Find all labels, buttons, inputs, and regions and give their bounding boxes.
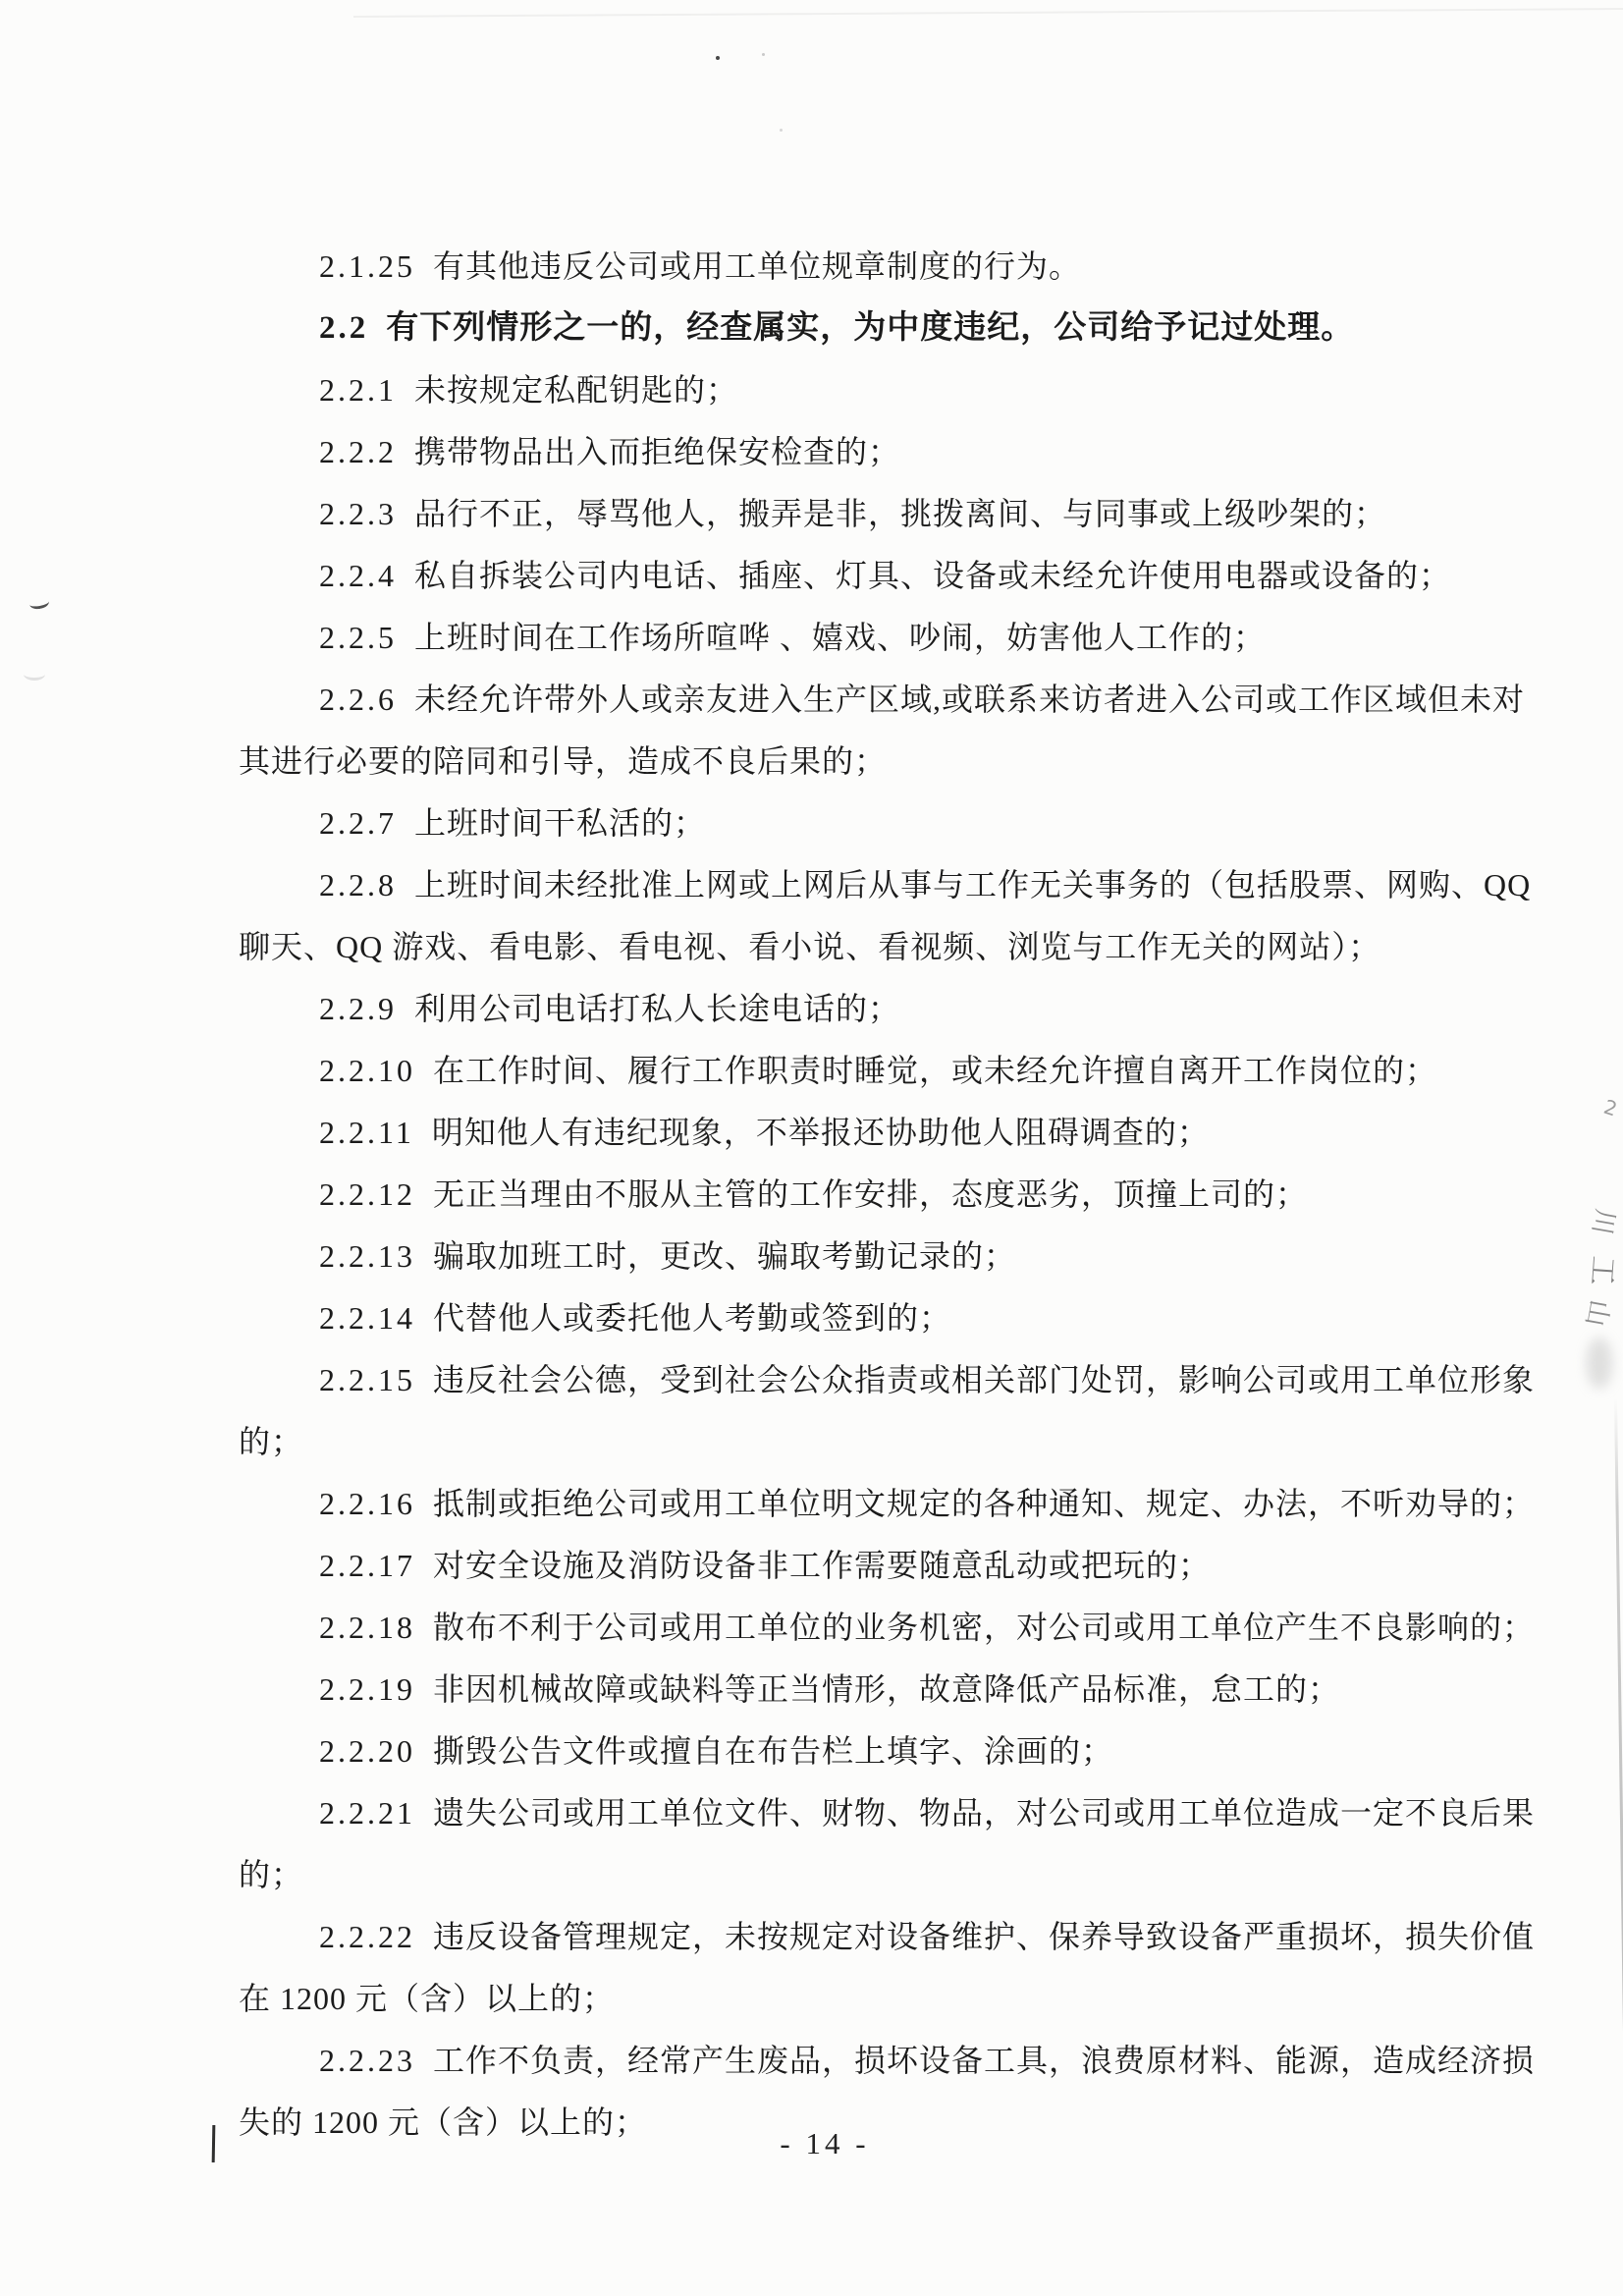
- clause-number: 2.2.21: [319, 1795, 415, 1831]
- clause-line: [239, 1659, 1574, 1721]
- clause-line: [239, 1844, 1574, 1906]
- clause-line: [239, 854, 1574, 916]
- page-number: - 14 -: [780, 2126, 870, 2160]
- clause-text: 的；: [239, 1857, 304, 1892]
- clause-text: 的；: [239, 1424, 304, 1459]
- clause-line: [239, 1349, 1574, 1411]
- clause-line: [239, 2092, 1574, 2154]
- clause-2-2-11: [239, 1102, 1574, 1164]
- clause-number: 2.2.2: [319, 434, 397, 469]
- clause-text: 其进行必要的陪同和引导，造成不良后果的；: [239, 743, 888, 779]
- clause-number: 2.2.23: [319, 2043, 415, 2078]
- clause-line: [239, 236, 1574, 298]
- clause-text: 上班时间在工作场所喧哗 、嬉戏、吵闹，妨害他人工作的；: [414, 620, 1267, 655]
- clause-2-2-9: [239, 978, 1574, 1040]
- clause-text: 非因机械故障或缺料等正当情形，故意降低产品标准，怠工的；: [433, 1671, 1341, 1707]
- clause-text: 遗失公司或用工单位文件、财物、物品，对公司或用工单位造成一定不良后果: [433, 1795, 1536, 1831]
- clause-2-2-18: [239, 1597, 1574, 1659]
- ink-squiggle-faint: [24, 668, 45, 681]
- ink-speck: [780, 129, 783, 132]
- clause-2-2-13: [239, 1226, 1574, 1287]
- clause-text: 品行不正，辱骂他人，搬弄是非，挑拨离间、与同事或上级吵架的；: [414, 496, 1387, 531]
- clause-text: 携带物品出入而拒绝保安检查的；: [414, 434, 901, 469]
- clause-2-2-22: [239, 1906, 1574, 2030]
- clause-line: [239, 1411, 1574, 1473]
- clause-line: [239, 1535, 1574, 1597]
- clause-text: 散布不利于公司或用工单位的业务机密，对公司或用工单位产生不良影响的；: [433, 1610, 1536, 1645]
- clause-text: 代替他人或委托他人考勤或签到的；: [433, 1300, 952, 1336]
- handwriting-mark: 山: [1579, 1296, 1615, 1329]
- clause-text: 失的 1200 元（含）以上的；: [239, 2105, 648, 2140]
- clause-2-2-3: [239, 483, 1574, 545]
- clause-line: [239, 731, 1574, 793]
- clause-number: 2.2.6: [319, 682, 397, 717]
- clause-2-2-7: [239, 793, 1574, 854]
- clause-2-2-6: [239, 669, 1574, 793]
- clause-number: 2.2.9: [319, 991, 397, 1026]
- clause-text: 利用公司电话打私人长途电话的；: [414, 991, 901, 1026]
- clause-2-2-16: [239, 1473, 1574, 1535]
- clause-2-2-4: [239, 545, 1574, 607]
- clause-2-2-12: [239, 1164, 1574, 1226]
- clause-line: [239, 1164, 1574, 1226]
- clause-text: 未按规定私配钥匙的；: [414, 372, 739, 408]
- clause-text: 有下列情形之一的，经查属实，为中度违纪，公司给予记过处理。: [386, 310, 1355, 346]
- clause-2-2: [239, 298, 1574, 359]
- clause-line: [239, 607, 1574, 669]
- clause-2-2-14: [239, 1287, 1574, 1349]
- clause-2-2-17: [239, 1535, 1574, 1597]
- clause-2-2-8: [239, 854, 1574, 978]
- clause-text: 对安全设施及消防设备非工作需要随意乱动或把玩的；: [433, 1548, 1212, 1583]
- clause-line: [239, 483, 1574, 545]
- clause-line: [239, 1102, 1574, 1164]
- clause-line: [239, 1721, 1574, 1782]
- clause-text: 违反社会公德，受到社会公众指责或相关部门处罚，影响公司或用工单位形象: [433, 1362, 1536, 1397]
- clause-number: 2.2.16: [319, 1486, 415, 1521]
- clause-text: 在工作时间、履行工作职责时睡觉，或未经允许擅自离开工作岗位的；: [433, 1053, 1438, 1088]
- clause-number: 2.2.18: [319, 1610, 415, 1645]
- clause-text: 撕毁公告文件或擅自在布告栏上填字、涂画的；: [433, 1733, 1114, 1769]
- clause-text: 在 1200 元（含）以上的；: [239, 1981, 616, 2016]
- clause-text: 违反设备管理规定，未按规定对设备维护、保养导致设备严重损坏，损失价值: [433, 1919, 1536, 1954]
- clause-number: 2.2.17: [319, 1548, 415, 1583]
- clause-text: 私自拆装公司内电话、插座、灯具、设备或未经允许使用电器或设备的；: [414, 558, 1452, 593]
- clause-line: [239, 1287, 1574, 1349]
- clause-2-2-23: [239, 2030, 1574, 2154]
- clause-2-2-2: [239, 421, 1574, 483]
- clause-text: 未经允许带外人或亲友进入生产区域,或联系来访者进入公司或工作区域但未对: [414, 682, 1526, 717]
- clause-line: [239, 793, 1574, 854]
- clause-number: 2.2.20: [319, 1733, 415, 1769]
- clause-number: 2.2.19: [319, 1671, 415, 1707]
- clause-number: 2.2.3: [319, 496, 397, 531]
- clause-number: 2.2.14: [319, 1300, 415, 1336]
- clause-number: 2.2: [319, 310, 369, 346]
- clause-line: [239, 298, 1574, 359]
- clause-text: 骗取加班工时，更改、骗取考勤记录的；: [433, 1238, 1017, 1274]
- document-body: [239, 236, 1574, 2154]
- handwriting-mark: 工: [1584, 1254, 1621, 1286]
- clause-text: 无正当理由不服从主管的工作安排，态度恶劣，顶撞上司的；: [433, 1176, 1309, 1212]
- ink-speck: [762, 53, 765, 56]
- clause-2-2-20: [239, 1721, 1574, 1782]
- clause-line: [239, 978, 1574, 1040]
- clause-line: [239, 421, 1574, 483]
- clause-line: [239, 1597, 1574, 1659]
- scan-edge-smudge: [1587, 1338, 1612, 1389]
- clause-number: 2.2.15: [319, 1362, 415, 1397]
- clause-number: 2.2.4: [319, 558, 397, 593]
- clause-2-2-15: [239, 1349, 1574, 1473]
- handwriting-mark: 2: [1600, 1094, 1621, 1121]
- clause-line: [239, 1782, 1574, 1844]
- clause-line: [239, 1968, 1574, 2030]
- clause-text: 上班时间未经批准上网或上网后从事与工作无关事务的（包括股票、网购、QQ: [414, 867, 1532, 902]
- clause-number: 2.2.22: [319, 1919, 415, 1954]
- clause-2-2-5: [239, 607, 1574, 669]
- clause-line: [239, 1473, 1574, 1535]
- clause-line: [239, 359, 1574, 421]
- clause-number: 2.2.1: [319, 372, 397, 408]
- clause-line: [239, 1040, 1574, 1102]
- clause-number: 2.1.25: [319, 248, 415, 284]
- clause-2-1-25: [239, 236, 1574, 298]
- clause-text: 上班时间干私活的；: [414, 805, 707, 841]
- clause-2-2-21: [239, 1782, 1574, 1906]
- clause-line: [239, 916, 1574, 978]
- pen-tick-mark: [212, 2125, 216, 2162]
- scan-edge-shadow: [1614, 1398, 1623, 2296]
- clause-text: 有其他违反公司或用工单位规章制度的行为。: [433, 248, 1082, 284]
- clause-number: 2.2.7: [319, 805, 397, 841]
- clause-number: 2.2.8: [319, 867, 397, 902]
- clause-line: [239, 1226, 1574, 1287]
- clause-2-2-19: [239, 1659, 1574, 1721]
- clause-text: 明知他人有违纪现象，不举报还协助他人阻碍调查的；: [431, 1115, 1210, 1150]
- clause-number: 2.2.5: [319, 620, 397, 655]
- clause-number: 2.2.13: [319, 1238, 415, 1274]
- clause-line: [239, 2030, 1574, 2092]
- clause-number: 2.2.11: [319, 1115, 414, 1150]
- ink-speck: [716, 56, 720, 60]
- clause-2-2-10: [239, 1040, 1574, 1102]
- clause-text: 聊天、QQ 游戏、看电影、看电视、看小说、看视频、浏览与工作无关的网站）；: [239, 929, 1381, 964]
- clause-line: [239, 1906, 1574, 1968]
- clause-number: 2.2.12: [319, 1176, 415, 1212]
- clause-2-2-1: [239, 359, 1574, 421]
- clause-line: [239, 545, 1574, 607]
- clause-number: 2.2.10: [319, 1053, 415, 1088]
- handwriting-mark: 川: [1586, 1206, 1620, 1237]
- clause-text: 工作不负责，经常产生废品，损坏设备工具，浪费原材料、能源，造成经济损: [433, 2043, 1536, 2078]
- clause-line: [239, 669, 1574, 731]
- ink-squiggle: [28, 595, 50, 610]
- scan-top-shadow: [353, 8, 1623, 18]
- clause-text: 抵制或拒绝公司或用工单位明文规定的各种通知、规定、办法，不听劝导的；: [433, 1486, 1536, 1521]
